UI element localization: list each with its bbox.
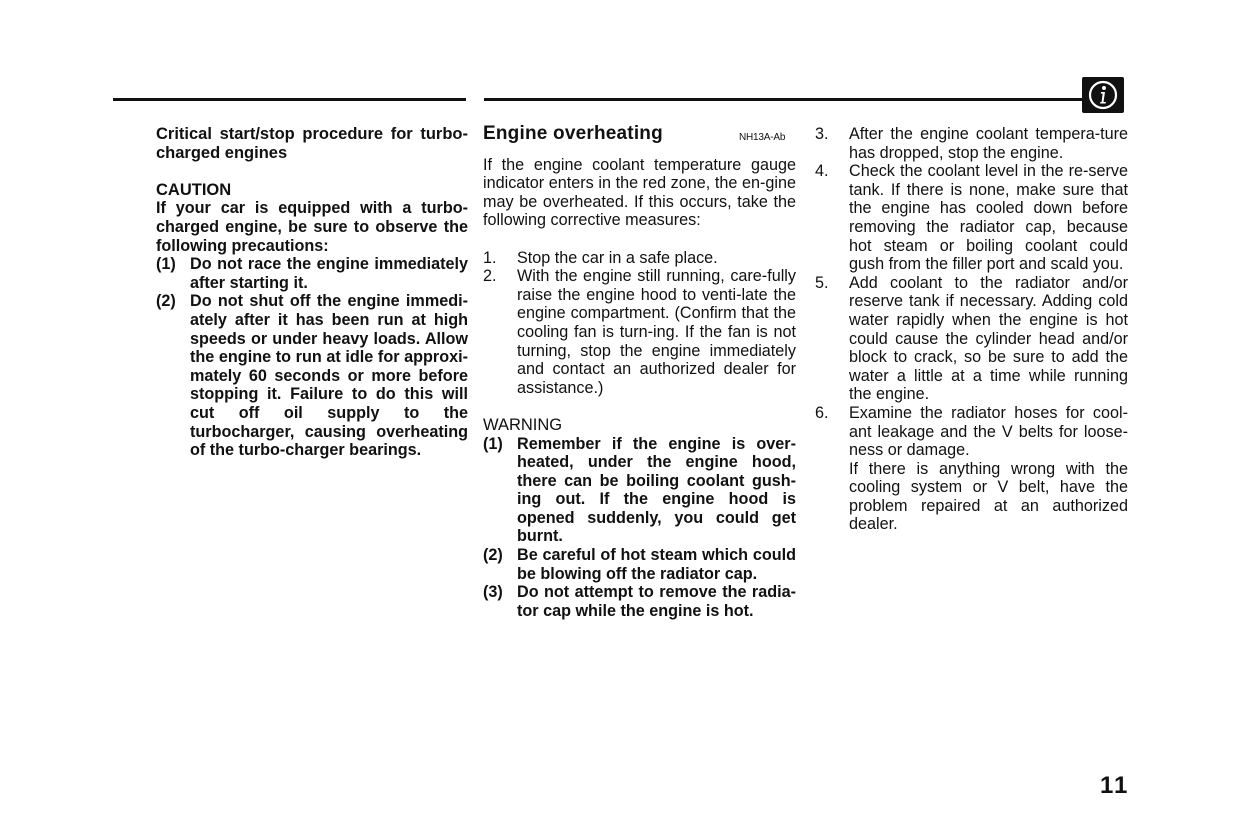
caution-item xyxy=(156,292,468,459)
procedure-step xyxy=(483,249,796,268)
warning-item-text: Do not attempt to remove the radia-tor cap while the engine is hot. xyxy=(517,583,796,620)
middle-column xyxy=(483,125,796,620)
caution-item-number: (1) xyxy=(156,255,176,274)
caution-item-text: Do not race the engine immediately after starting it. xyxy=(190,255,468,292)
caution-intro: If your car is equipped with a turbo-charged engine, be sure to observe the following precautions: xyxy=(156,199,468,255)
step-number: 4. xyxy=(815,162,829,181)
step-note-text: If there is anything wrong with the cooling system or V belt, have the problem repaired at an authorized dealer. xyxy=(849,459,1128,534)
step-text: Stop the car in a safe place. xyxy=(517,248,718,267)
warning-item xyxy=(483,583,796,620)
procedure-step xyxy=(815,404,1128,460)
procedure-step xyxy=(815,162,1128,274)
left-column xyxy=(156,125,468,460)
procedure-step xyxy=(483,267,796,397)
middle-intro: If the engine coolant temperature gauge indicator enters in the red zone, the en-gine may be overheated. If this occurs, take the following corrective measures: xyxy=(483,155,796,230)
warning-item xyxy=(483,546,796,583)
caution-item-number: (2) xyxy=(156,292,176,311)
caution-item xyxy=(156,255,468,292)
left-title: Critical start/stop procedure for turbo-charged engines xyxy=(156,125,468,162)
warning-item-text: Remember if the engine is over-heated, under the engine hood, there can be boiling coolant gush-ing out. If the engine hood is opened suddenly, you could get burnt. xyxy=(517,434,796,546)
step-number: 1. xyxy=(483,248,497,267)
warning-item-number: (3) xyxy=(483,583,503,602)
step-text: After the engine coolant tempera-ture has dropped, stop the engine. xyxy=(849,125,1128,162)
procedure-step xyxy=(815,274,1128,404)
caution-item-text: Do not shut off the engine immedi-ately after it has been run at high speeds or under heavy loads. Allow the engine to run at idle for approxi-mately 60 seconds or more before stopping it. Failure to do this will cut off oil supply to the turbocharger, causing overheating of the turbo-charger bearings. xyxy=(190,292,468,460)
step-text: With the engine still running, care-fully raise the engine hood to venti-late the engine compartment. (Confirm that the cooling fan is turn-ing. If the fan is not turning, stop the engine immediately and contact an authorized dealer for assistance.) xyxy=(517,267,796,397)
step-number: 2. xyxy=(483,267,497,286)
warning-item-number: (1) xyxy=(483,434,503,453)
step-text: Check the coolant level in the re-serve tank. If there is none, make sure that the engine has cooled down before removing the radiator cap, because hot steam or boiling coolant could gush from the filler port and scald you. xyxy=(849,162,1128,274)
header-rule-right xyxy=(484,98,1084,101)
warning-item-text: Be careful of hot steam which could be blowing off the radiator cap. xyxy=(517,546,796,583)
header-rule-left xyxy=(113,98,466,101)
info-icon xyxy=(1082,77,1124,113)
procedure-step xyxy=(815,125,1128,162)
warning-label: WARNING xyxy=(483,415,563,434)
warning-item-number: (2) xyxy=(483,546,503,565)
step-number: 3. xyxy=(815,125,829,143)
page-number: 11 xyxy=(1100,772,1130,799)
step-text: Examine the radiator hoses for cool-ant leakage and the V belts for loose-ness or damage. xyxy=(849,403,1128,460)
caution-label: CAUTION xyxy=(156,180,232,199)
step-number: 5. xyxy=(815,273,829,292)
step-note xyxy=(815,460,1128,534)
warning-item xyxy=(483,435,796,547)
middle-title: Engine overheating xyxy=(483,123,663,144)
step-text: Add coolant to the radiator and/or reserve tank if necessary. Adding cold water rapidly when the engine is hot could cause the cylinder head and/or block to crack, so be sure to add the water a little at a time while running the engine. xyxy=(849,273,1128,404)
step-number: 6. xyxy=(815,403,829,422)
right-column xyxy=(815,125,1128,534)
section-code: NH13A-Ab xyxy=(739,132,786,143)
